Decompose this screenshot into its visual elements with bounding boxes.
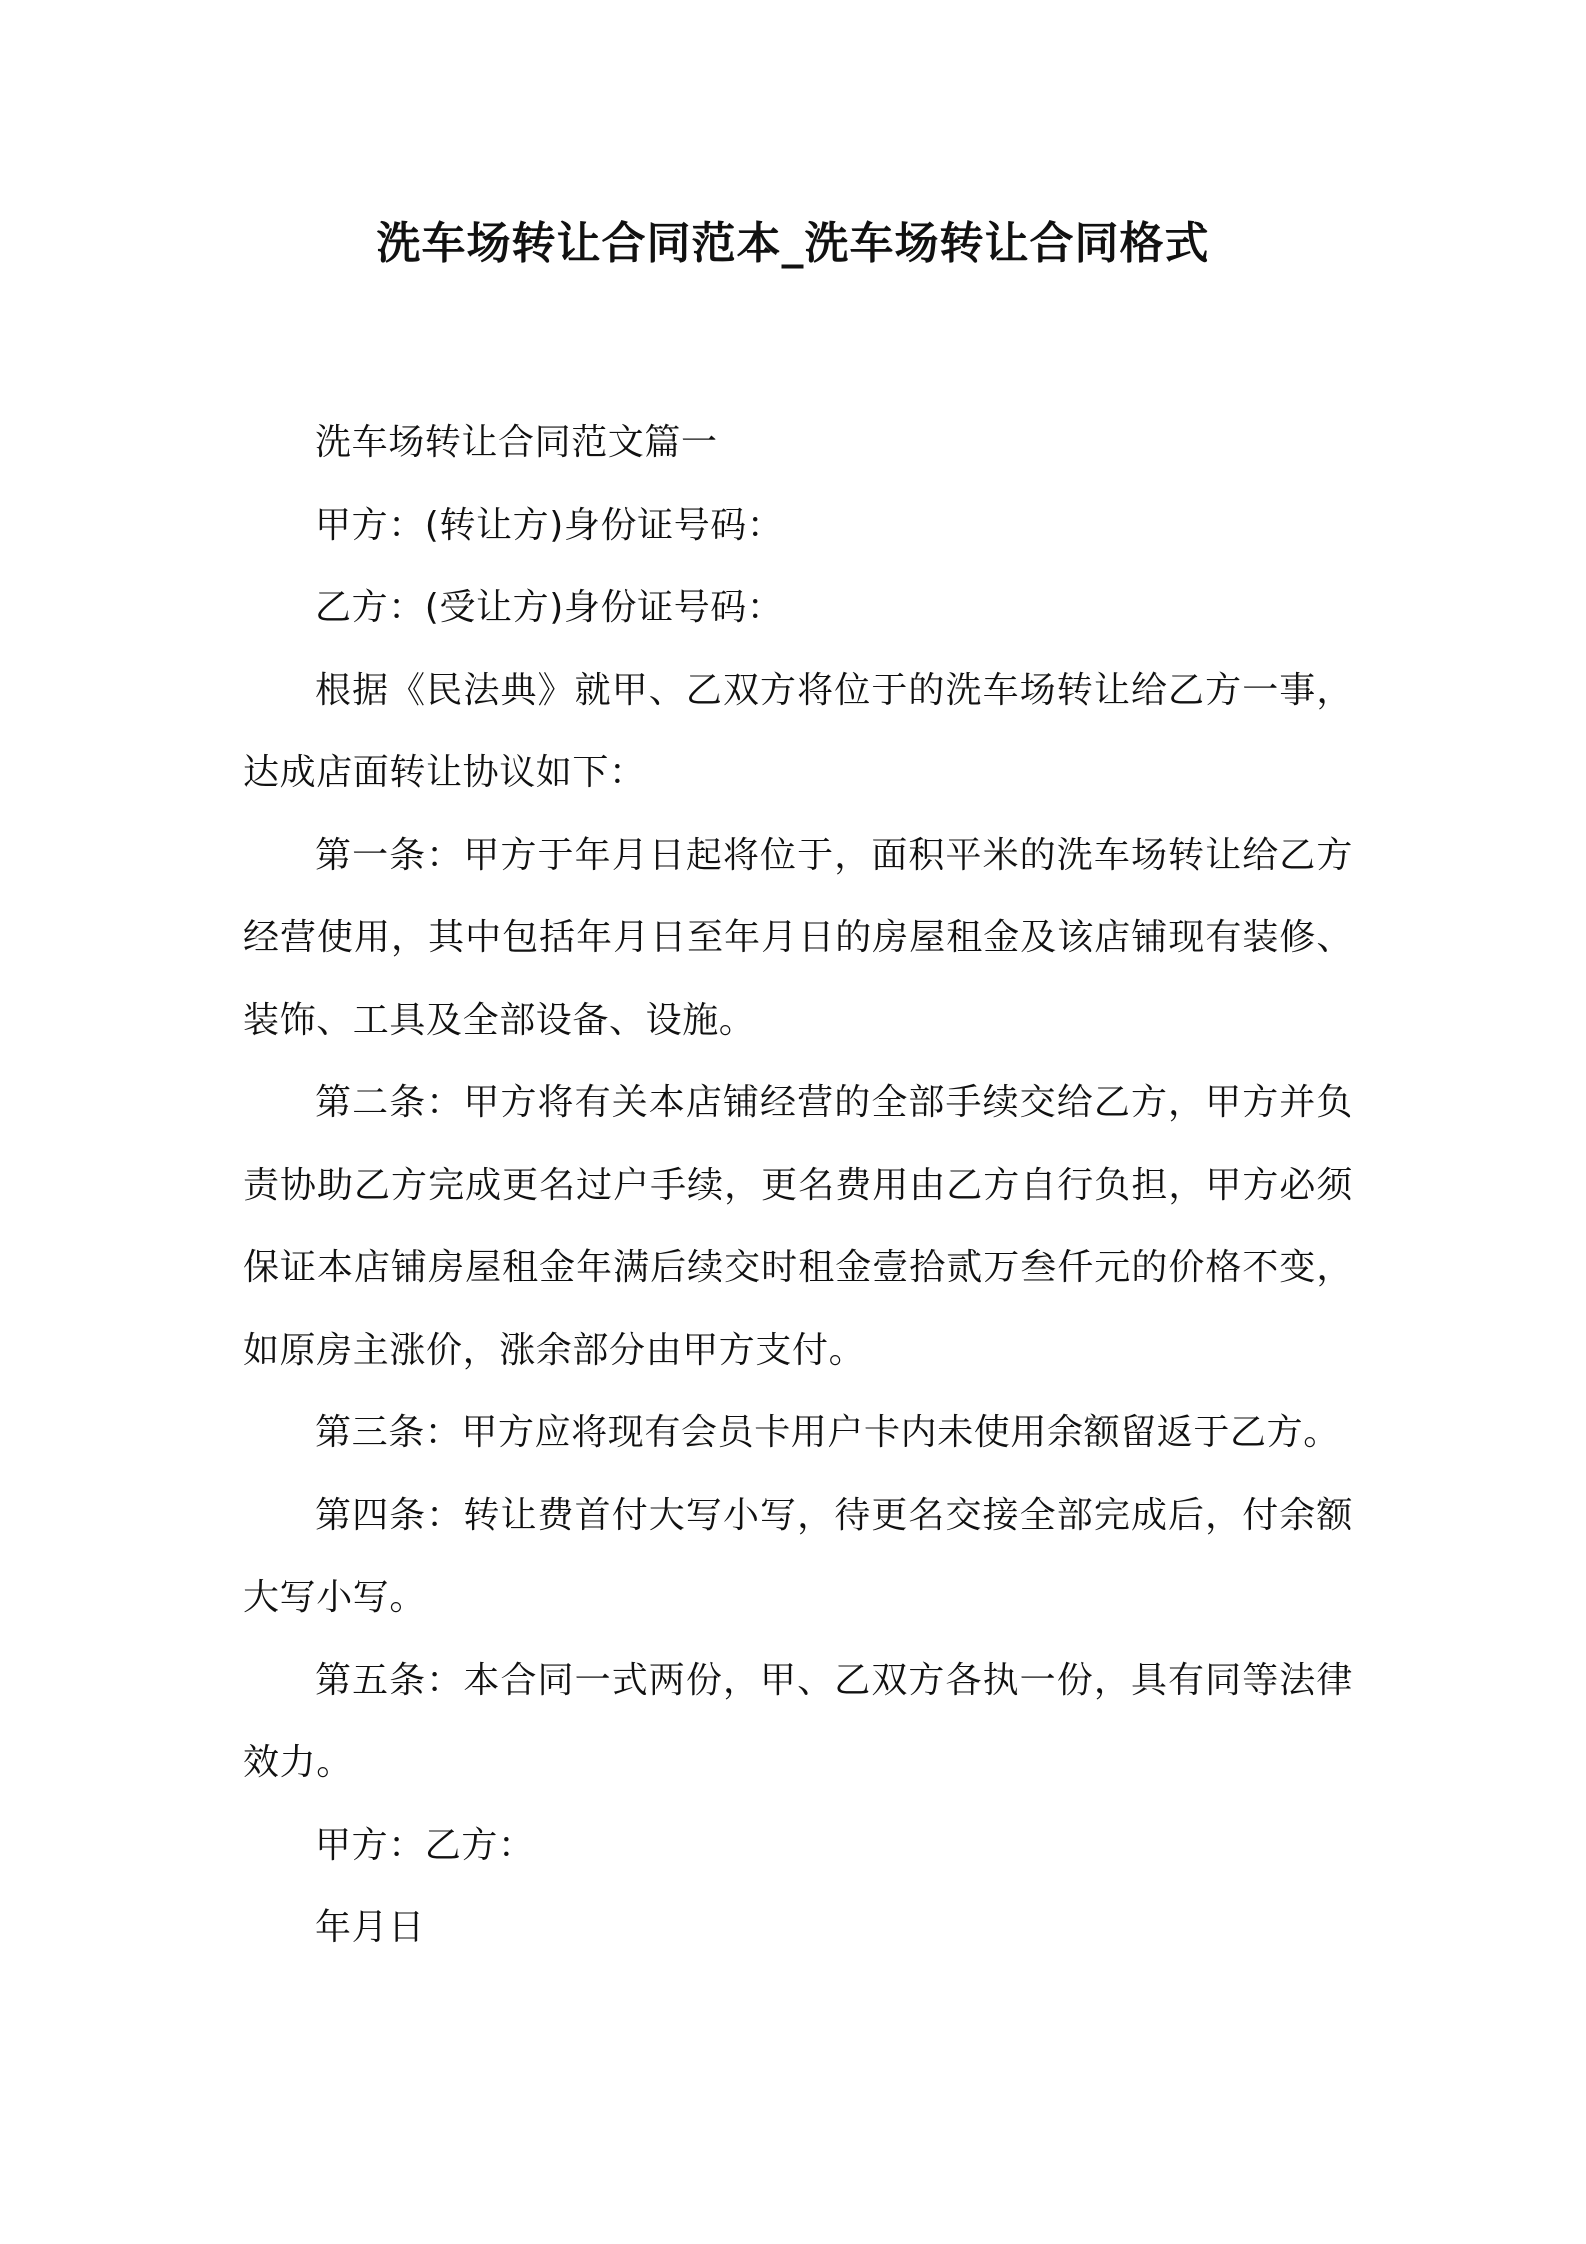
article-3: 第三条：甲方应将现有会员卡用户卡内未使用余额留返于乙方。 [315,1412,1340,1453]
preamble-paragraph: 根据《民法典》就甲、乙双方将位于的洗车场转让给乙方一事，达成店面转让协议如下： [243,669,1353,793]
document-body [243,402,1353,1970]
party-b-line: 乙方：(受让方)身份证号码： [315,587,784,628]
section-heading: 洗车场转让合同范文篇一 [315,422,718,463]
date-line: 年月日 [315,1907,425,1948]
article-4: 第四条：转让费首付大写小写，待更名交接全部完成后，付余额大写小写。 [243,1494,1353,1618]
party-a-line: 甲方：(转让方)身份证号码： [315,504,784,546]
document-title: 洗车场转让合同范本_洗车场转让合同格式 [376,218,1210,269]
article-1: 第一条：甲方于年月日起将位于，面积平米的洗车场转让给乙方经营使用，其中包括年月日至年月日的房屋租金及该店铺现有装修、装饰、工具及全部设备、设施。 [243,834,1353,1041]
signature-line: 甲方：乙方： [315,1824,535,1866]
article-5: 第五条：本合同一式两份，甲、乙双方各执一份，具有同等法律效力。 [243,1659,1353,1783]
article-2: 第二条：甲方将有关本店铺经营的全部手续交给乙方，甲方并负责协助乙方完成更名过户手续，更名费用由乙方自行负担，甲方必须保证本店铺房屋租金年满后续交时租金壹拾贰万叁仟元的价格不变，如原房主涨价，涨余部分由甲方支付。 [243,1082,1353,1371]
